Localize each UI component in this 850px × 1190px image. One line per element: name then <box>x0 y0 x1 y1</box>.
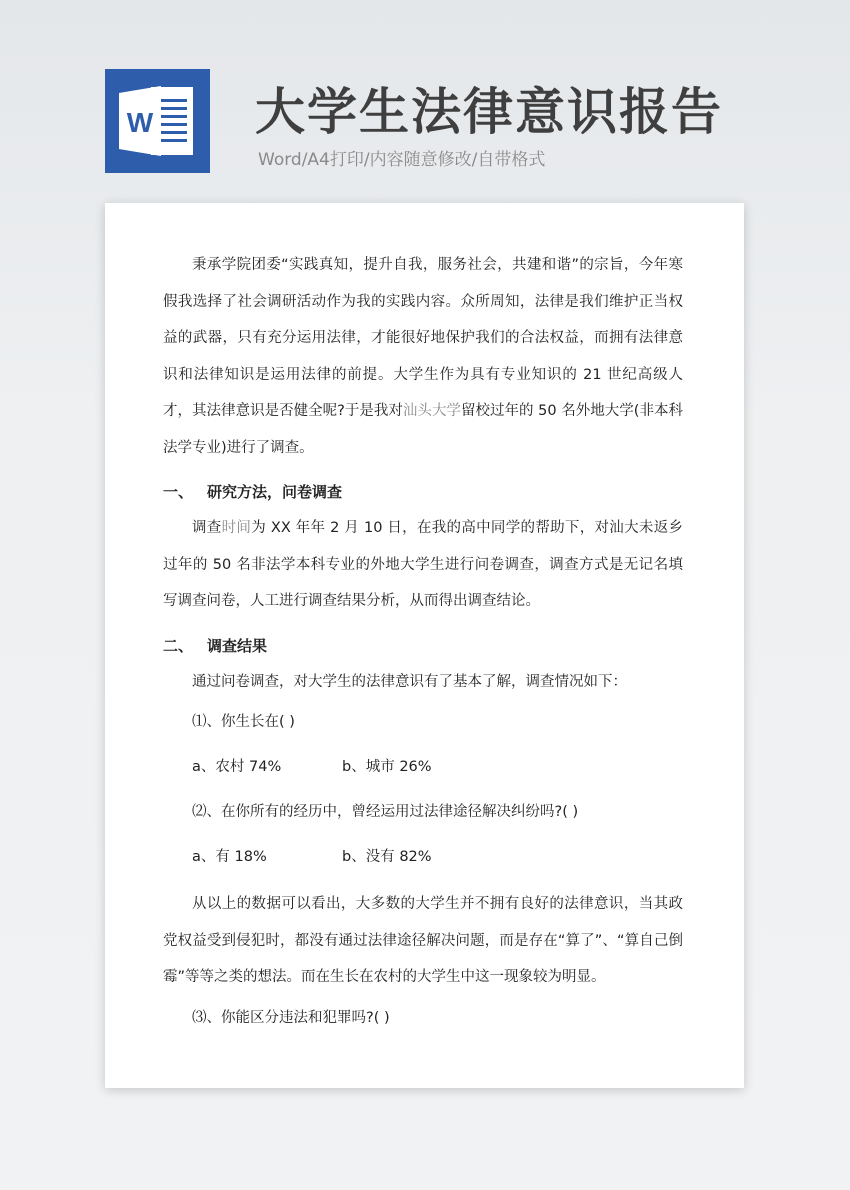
section1-paragraph <box>163 510 683 620</box>
q1-option-b: b、城市 26% <box>342 759 432 775</box>
question-3: ⑶、你能区分违法和犯罪吗?( ) <box>192 1009 390 1026</box>
word-app-icon <box>105 69 210 173</box>
section2-intro: 通过问卷调查，对大学生的法律意识有了基本了解，调查情况如下： <box>192 673 627 690</box>
question-1: ⑴、你生长在( ) <box>192 714 295 730</box>
page-title: 大学生法律意识报告 <box>255 83 723 141</box>
section1-highlight: 时间 <box>221 520 252 536</box>
section2-number: 二、 <box>163 636 194 655</box>
analysis-paragraph: 从以上的数据可以看出，大多数的大学生并不拥有良好的法律意识，当其政党权益受到侵犯时，都没有通过法律途径解决问题，而是存在“算了”、“算自己倒霉”等等之类的想法。而在生长在农村的大学生中这一现象较为明显。 <box>163 896 683 985</box>
question-1-options <box>163 745 683 790</box>
document-body <box>163 247 683 1041</box>
section1-text-2: 为 XX 年年 2 月 10 日，在我的高中同学的帮助下，对汕大未返乡过年的 50 名非法学本科专业的外地大学生进行问卷调查，调查方式是无记名填写调查问卷，人工进行调查结果分析，从而得出调查结论。 <box>163 520 683 609</box>
document-page <box>105 203 744 1088</box>
q1-option-a: a、农村 74% <box>192 759 282 775</box>
intro-paragraph <box>163 247 683 466</box>
section2-title: 调查结果 <box>207 636 268 655</box>
section1-heading <box>163 466 683 510</box>
section1-number: 一、 <box>163 483 194 501</box>
section1-title: 研究方法，问卷调查 <box>207 483 343 501</box>
intro-text-1: 秉承学院团委“实践真知，提升自我，服务社会，共建和谐”的宗旨，今年寒假我选择了社会调研活动作为我的实践内容。众所周知，法律是我们维护正当权益的武器，只有充分运用法律，才能很好地保护我们的合法权益，而拥有法律意识和法律知识是运用法律的前提。大学生作为具有专业知识的 21 世纪高级人才，其法律意识是否健全呢?于是我对 <box>163 257 683 419</box>
question-2: ⑵、在你所有的经历中，曾经运用过法律途径解决纠纷吗?( ) <box>192 804 579 820</box>
intro-highlight: 汕头大学 <box>402 403 461 419</box>
q2-option-a: a、有 18% <box>192 849 267 865</box>
word-logo-letter: W <box>126 107 154 138</box>
section1-text-1: 调查 <box>192 520 222 536</box>
q2-option-b: b、没有 82% <box>342 849 432 865</box>
page-subtitle: Word/A4打印/内容随意修改/自带格式 <box>258 150 546 170</box>
section2-heading <box>163 620 683 664</box>
question-2-options <box>163 835 683 880</box>
intro-text-2: 留校过年的 50 名外地大学(非本科法学专业)进行了调查。 <box>163 403 684 456</box>
